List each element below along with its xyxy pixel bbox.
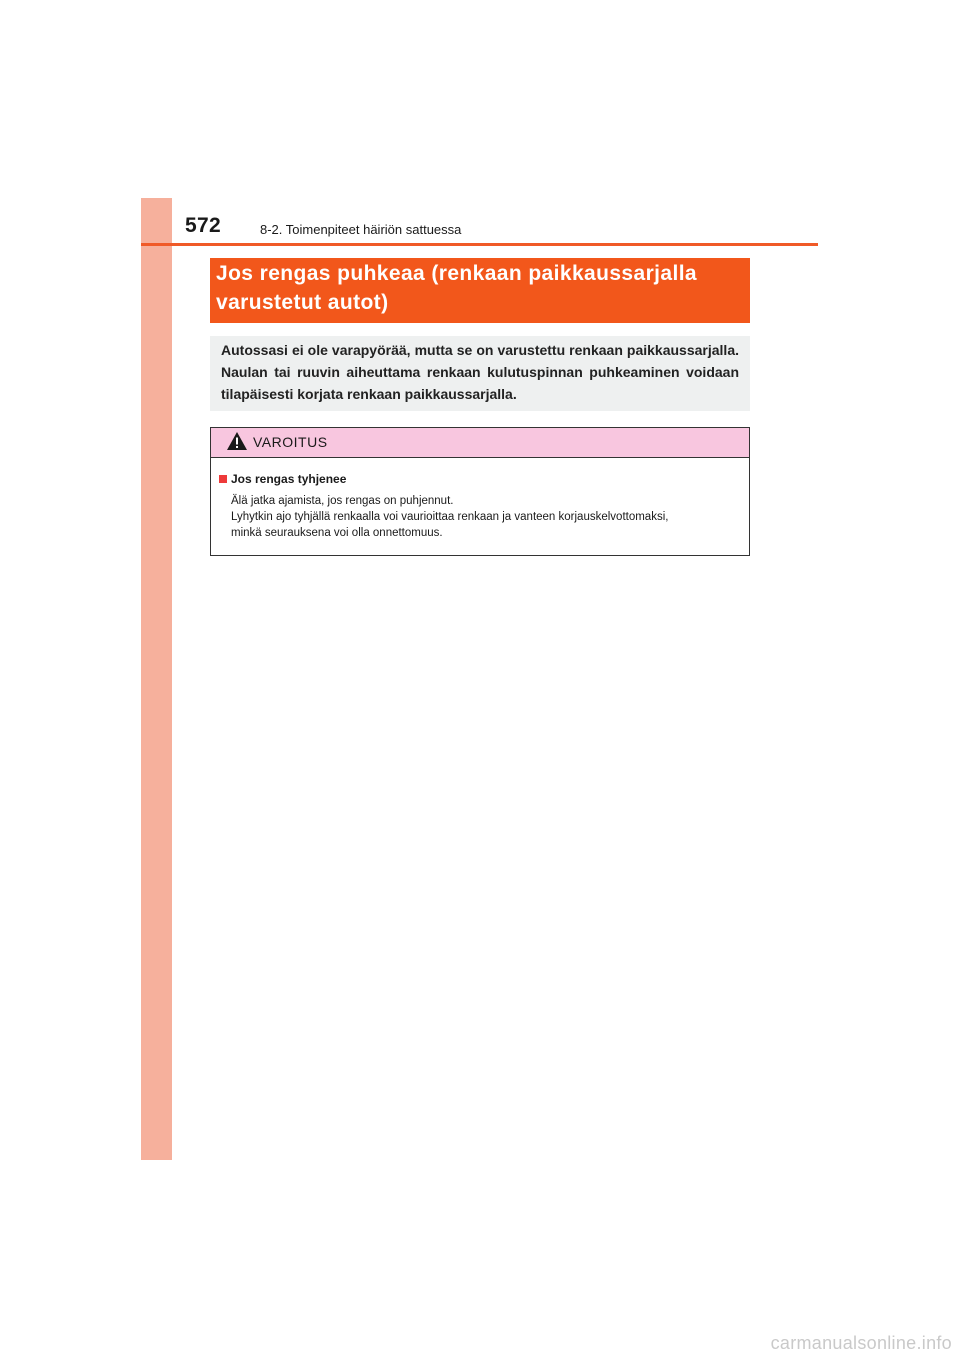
chapter-side-strip <box>141 198 172 1160</box>
warning-body <box>211 458 749 541</box>
section-header: 8-2. Toimenpiteet häiriön sattuessa <box>260 222 462 237</box>
section-title-line-1: Jos rengas puhkeaa (renkaan paikkaussarjalla <box>216 262 698 285</box>
warning-box <box>210 427 750 556</box>
watermark: carmanualsonline.info <box>770 1333 952 1353</box>
page-number: 572 <box>185 214 221 237</box>
warning-triangle-icon <box>226 431 248 451</box>
header-divider <box>141 243 818 246</box>
section-title-line-2: varustetut autot) <box>216 291 389 314</box>
warning-label: VAROITUS <box>253 434 328 450</box>
section-title-box <box>210 258 750 323</box>
warning-text <box>231 493 739 541</box>
warning-item-heading <box>219 472 739 486</box>
intro-box <box>210 336 750 411</box>
warning-header <box>211 428 749 458</box>
bullet-square-icon <box>219 475 227 483</box>
warning-text-line-1: Älä jatka ajamista, jos rengas on puhjennut. <box>231 495 454 507</box>
intro-text: Autossasi ei ole varapyörää, mutta se on varustettu renkaan paikkaussarjalla. Naulan tai ruuvin aiheuttama renkaan kulutuspinnan puhkeaminen voidaan tilapäisesti korjata renkaan paikkaussarjalla. <box>221 342 739 402</box>
warning-text-line-3: minkä seurauksena voi olla onnettomuus. <box>231 527 443 539</box>
warning-text-line-2: Lyhytkin ajo tyhjällä renkaalla voi vaurioittaa renkaan ja vanteen korjauskelvottomaksi, <box>231 511 669 523</box>
warning-item-title: Jos rengas tyhjenee <box>231 472 347 486</box>
